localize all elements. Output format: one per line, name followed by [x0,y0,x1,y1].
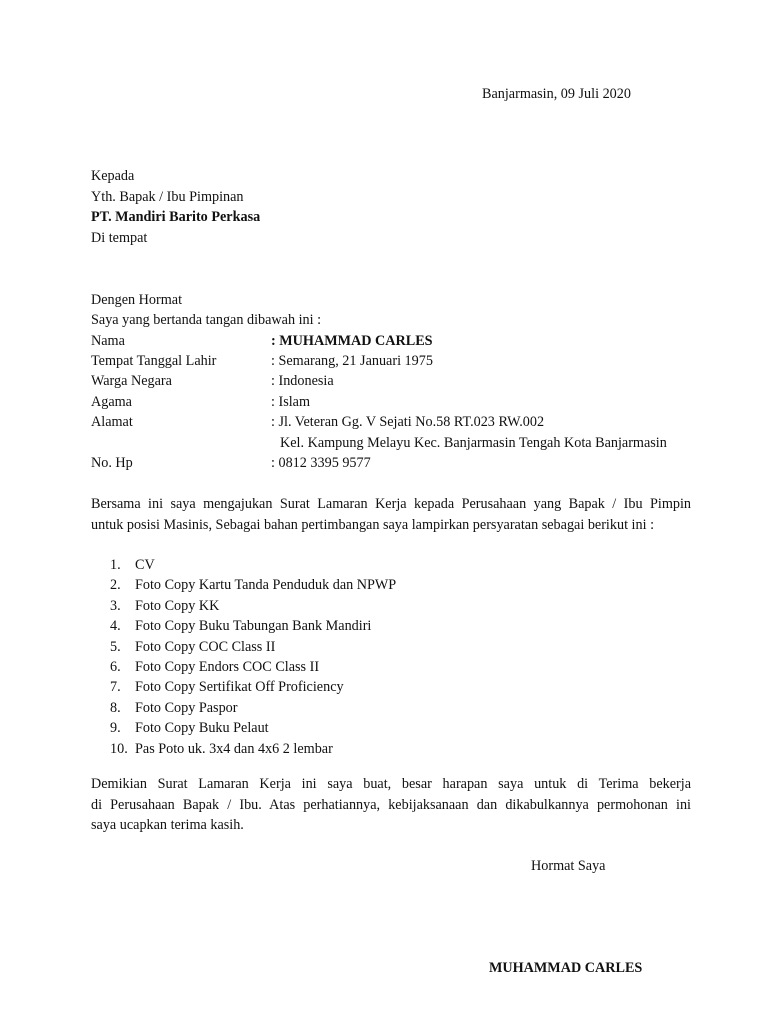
list-item-text: Foto Copy Buku Tabungan Bank Mandiri [135,618,372,635]
signature-name: MUHAMMAD CARLES [489,960,643,976]
closing-paragraph [91,774,691,836]
list-item [110,596,396,616]
recipient-place: Di tempat [91,230,148,246]
address-line1: : Jl. Veteran Gg. V Sejati No.58 RT.023 RW.002 [271,414,545,430]
list-item-text: Foto Copy Paspor [135,699,238,716]
list-item [110,739,396,759]
intro-line: Saya yang bertanda tangan dibawah ini : [91,312,322,328]
nationality-label: Warga Negara [91,373,172,389]
name-label: Nama [91,333,125,349]
list-item [110,718,396,738]
list-item-number: 3. [110,597,121,614]
list-item-number: 10. [110,740,128,757]
phone-value: : 0812 3395 9577 [271,455,371,471]
list-item [110,616,396,636]
list-item-number: 5. [110,638,121,655]
address-label: Alamat [91,414,133,430]
list-item-text: Foto Copy Kartu Tanda Penduduk dan NPWP [135,577,397,594]
closing-line-2: di Perusahaan Bapak / Ibu. Atas perhatiannya, kebijaksanaan dan dikabulkannya permohonan ini [91,796,691,813]
body-paragraph [91,494,691,535]
list-item [110,575,396,595]
list-item-number: 9. [110,720,121,737]
phone-label: No. Hp [91,455,133,471]
list-item-number: 8. [110,699,121,716]
body-line-1: Bersama ini saya mengajukan Surat Lamaran Kerja kepada Perusahaan yang Bapak / Ibu Pimpin [91,496,691,512]
body-line-2: untuk posisi Masinis, Sebagai bahan pertimbangan saya lampirkan persyaratan sebagai berikut ini : [91,516,655,533]
list-item-text: Pas Poto uk. 3x4 dan 4x6 2 lembar [135,740,333,757]
list-item [110,657,396,677]
list-item [110,677,396,697]
list-item-text: Foto Copy KK [135,597,220,614]
list-item-number: 7. [110,679,121,696]
attachment-list [110,555,396,759]
list-item [110,698,396,718]
nationality-value: : Indonesia [271,373,334,389]
sign-off: Hormat Saya [531,858,606,874]
list-item-text: Foto Copy COC Class II [135,638,276,655]
list-item-text: Foto Copy Buku Pelaut [135,720,269,737]
recipient-salutation: Yth. Bapak / Ibu Pimpinan [91,189,244,205]
address-line2: Kel. Kampung Melayu Kec. Banjarmasin Tengah Kota Banjarmasin [280,435,667,451]
list-item-text: CV [135,557,155,573]
birth-value: : Semarang, 21 Januari 1975 [271,353,433,369]
list-item-number: 4. [110,618,121,635]
recipient-company: PT. Mandiri Barito Perkasa [91,209,261,225]
greeting: Dengen Hormat [91,292,183,308]
name-value: : MUHAMMAD CARLES [271,333,433,349]
list-item [110,637,396,657]
recipient-to: Kepada [91,168,135,184]
list-item-text: Foto Copy Endors COC Class II [135,658,320,675]
list-item-text: Foto Copy Sertifikat Off Proficiency [135,679,344,696]
religion-value: : Islam [271,394,311,410]
religion-label: Agama [91,394,132,410]
date-line: Banjarmasin, 09 Juli 2020 [482,86,631,102]
list-item-number: 2. [110,577,121,594]
list-item [110,555,396,575]
closing-line-1: Demikian Surat Lamaran Kerja ini saya buat, besar harapan saya untuk di Terima bekerja [91,776,691,792]
closing-line-3: saya ucapkan terima kasih. [91,817,244,833]
list-item-number: 1. [110,557,121,573]
birth-label: Tempat Tanggal Lahir [91,353,217,369]
list-item-number: 6. [110,658,121,675]
